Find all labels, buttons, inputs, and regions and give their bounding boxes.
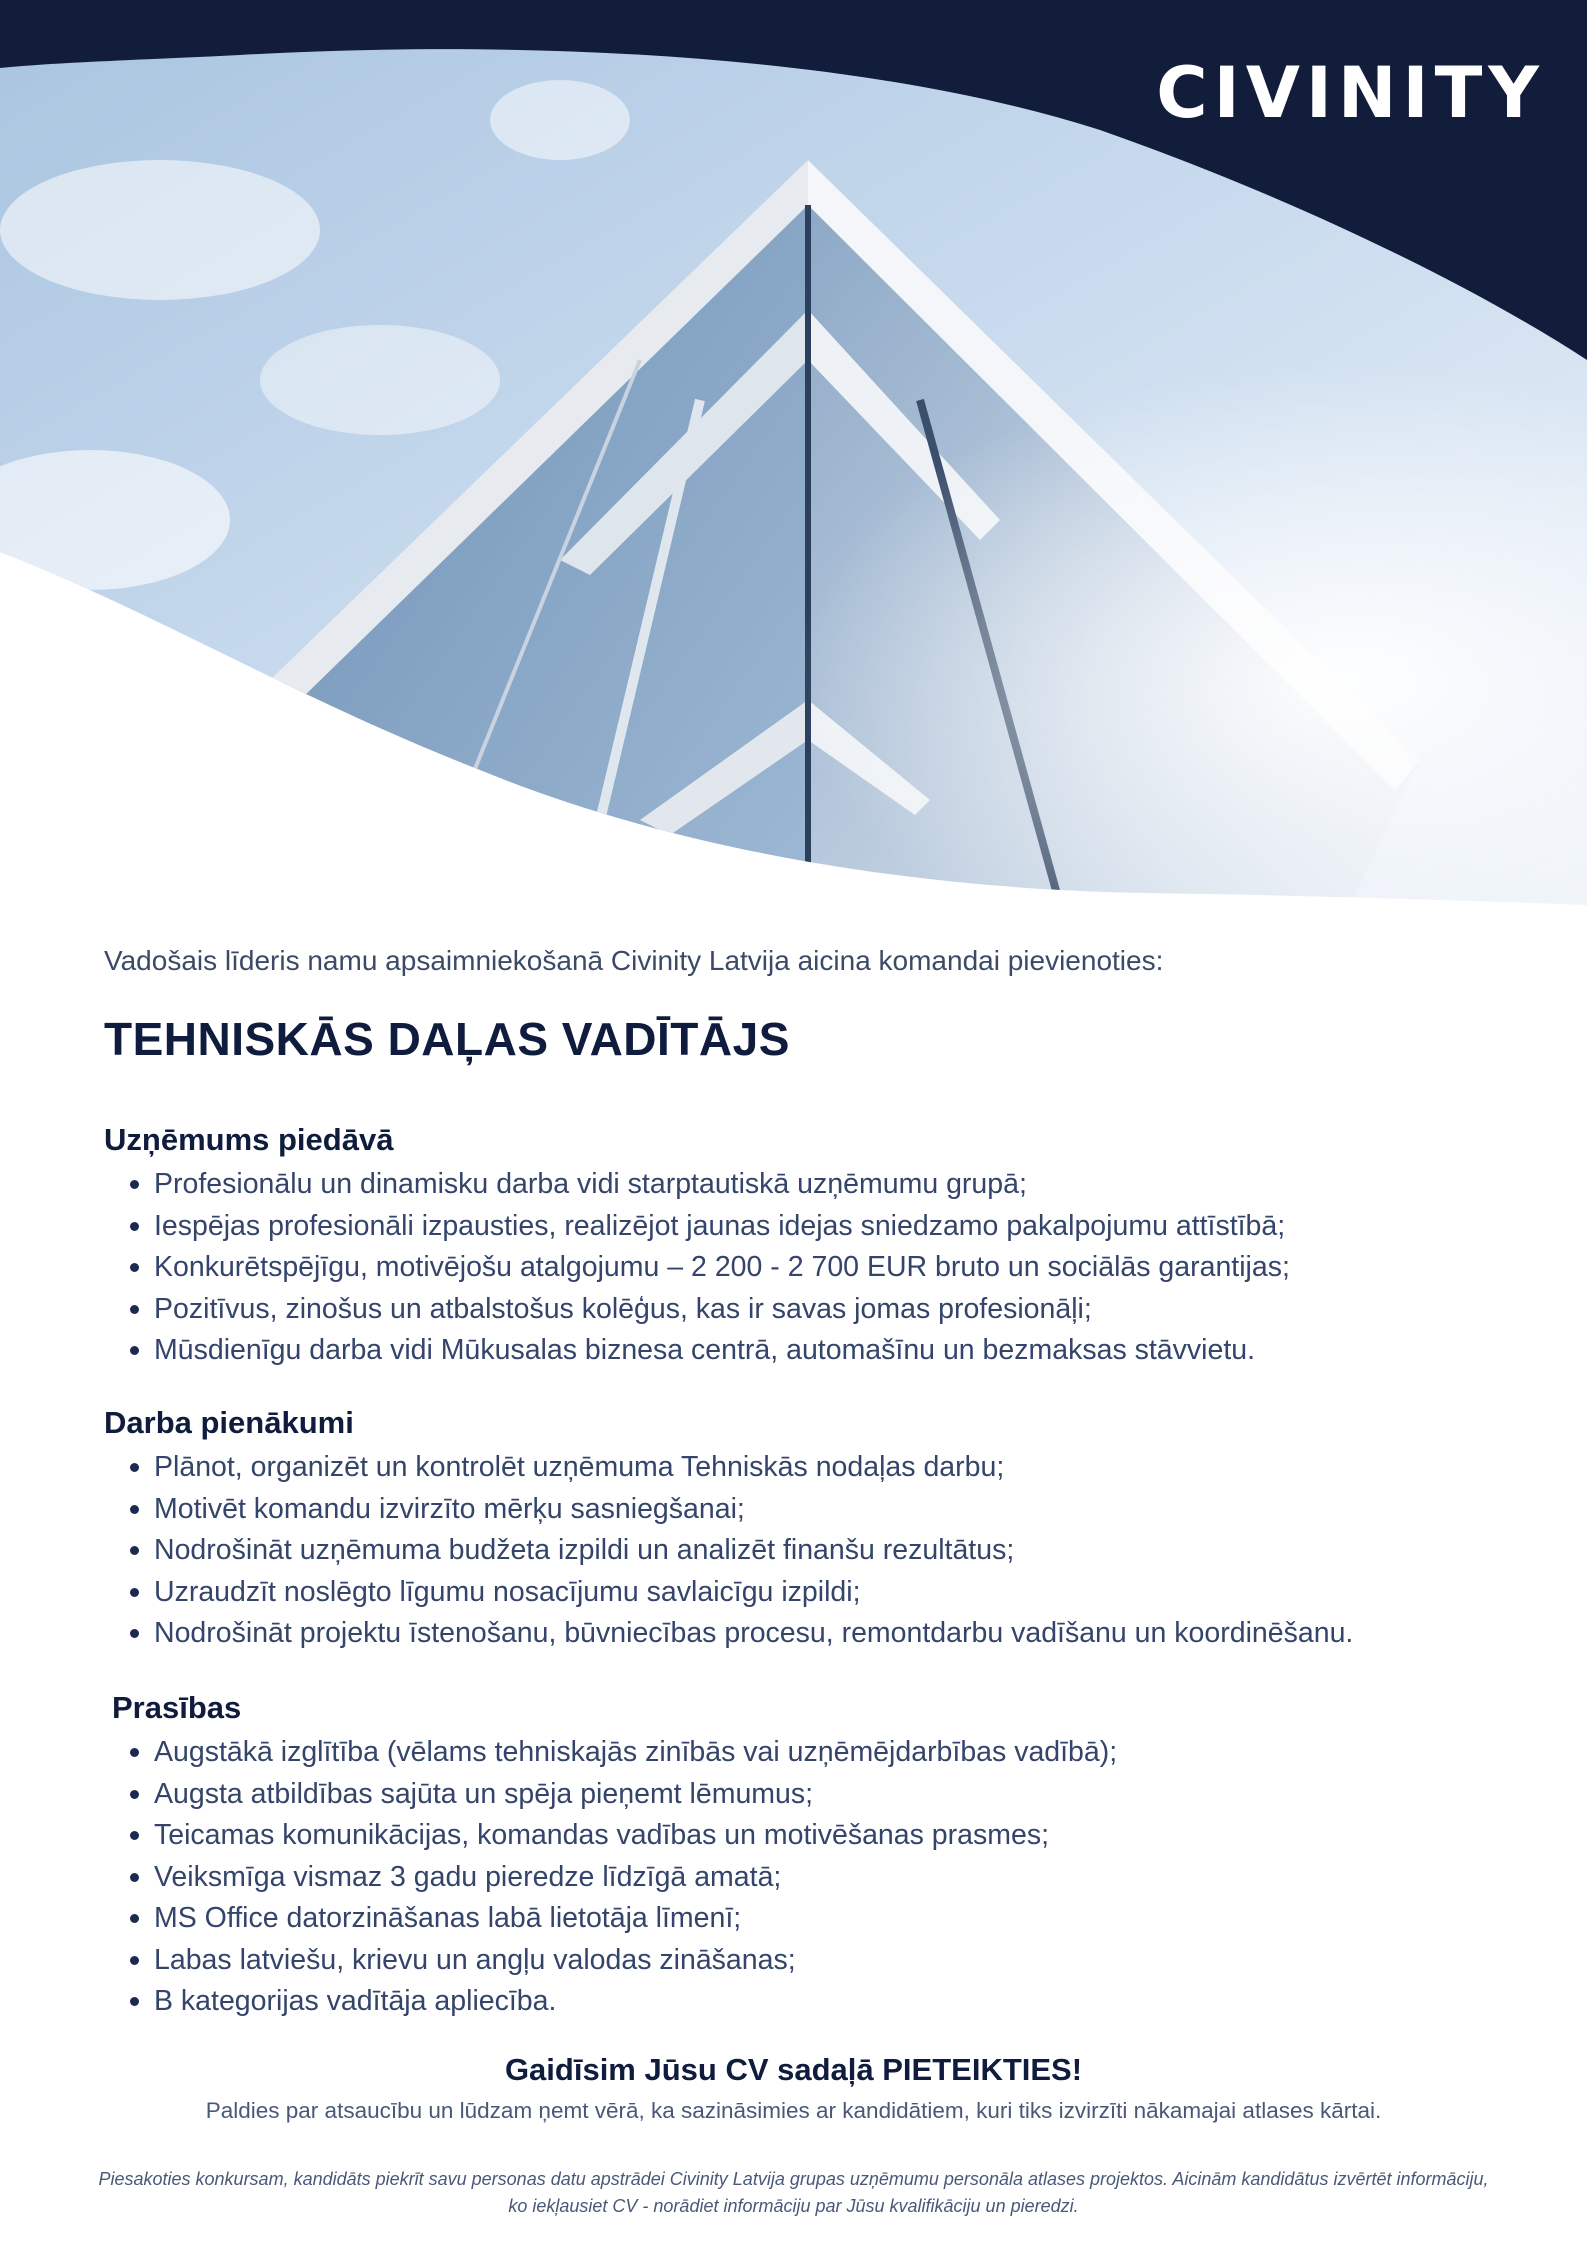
offer-section (104, 1122, 1524, 1372)
list-item: Nodrošināt projektu īstenošanu, būvniecības procesu, remontdarbu vadīšanu un koordinēšanu. (154, 1613, 1524, 1655)
header-building-photo (0, 0, 1587, 905)
list-item: Augsta atbildības sajūta un spēja pieņemt lēmumus; (154, 1774, 1524, 1816)
list-item: Veiksmīga vismaz 3 gadu pieredze līdzīgā amatā; (154, 1857, 1524, 1899)
intro-text: Vadošais līderis namu apsaimniekošanā Civinity Latvija aicina komandai pievienoties: (104, 945, 1164, 976)
list-item: Konkurētspējīgu, motivējošu atalgojumu – 2 200 - 2 700 EUR bruto un sociālās garantijas; (154, 1247, 1524, 1289)
job-title: TEHNISKĀS DAĻAS VADĪTĀJS (104, 1013, 790, 1065)
thanks-note: Paldies par atsaucību un lūdzam ņemt vērā, ka sazināsimies ar kandidātiem, kuri tiks izvirzīti nākamajai atlases kārtai. (205, 2098, 1382, 2123)
apply-call-to-action: Gaidīsim Jūsu CV sadaļā PIETEIKTIES! (504, 2052, 1083, 2087)
offer-heading: Uzņēmums piedāvā (104, 1122, 394, 1157)
requirements-heading: Prasības (112, 1690, 242, 1725)
requirements-section (104, 1690, 1524, 2023)
list-item: Labas latviešu, krievu un angļu valodas zināšanas; (154, 1940, 1524, 1982)
list-item: Mūsdienīgu darba vidi Mūkusalas biznesa centrā, automašīnu un bezmaksas stāvvietu. (154, 1330, 1524, 1372)
privacy-disclaimer: Piesakoties konkursam, kandidāts piekrīt savu personas datu apstrādei Civinity Latvija grupas uzņēmumu personāla atlases projektos. Aicinām kandidātus izvērtēt informāciju, ko iekļausiet CV - norādiet informāciju par Jūsu kvalifikāciju un pieredzi. (98, 2169, 1489, 2216)
list-item: Nodrošināt uzņēmuma budžeta izpildi un analizēt finanšu rezultātus; (154, 1530, 1524, 1572)
list-item: Plānot, organizēt un kontrolēt uzņēmuma Tehniskās nodaļas darbu; (154, 1447, 1524, 1489)
list-item: Augstākā izglītība (vēlams tehniskajās zinībās vai uzņēmējdarbības vadībā); (154, 1732, 1524, 1774)
list-item: Profesionālu un dinamisku darba vidi starptautiskā uzņēmumu grupā; (154, 1164, 1524, 1206)
list-item: Motivēt komandu izvirzīto mērķu sasniegšanai; (154, 1489, 1524, 1531)
list-item: Uzraudzīt noslēgto līgumu nosacījumu savlaicīgu izpildi; (154, 1572, 1524, 1614)
duties-list (104, 1447, 1524, 1655)
list-item: Iespējas profesionāli izpausties, realizējot jaunas idejas sniedzamo pakalpojumu attīstībā; (154, 1206, 1524, 1248)
offer-list (104, 1164, 1524, 1372)
list-item: Teicamas komunikācijas, komandas vadības un motivēšanas prasmes; (154, 1815, 1524, 1857)
list-item: Pozitīvus, zinošus un atbalstošus kolēģus, kas ir savas jomas profesionāļi; (154, 1289, 1524, 1331)
list-item: B kategorijas vadītāja apliecība. (154, 1981, 1524, 2023)
duties-section (104, 1405, 1524, 1655)
civinity-logo: CIVINITY (1156, 52, 1545, 134)
requirements-list (104, 1732, 1524, 2023)
duties-heading: Darba pienākumi (104, 1405, 354, 1440)
list-item: MS Office datorzināšanas labā lietotāja līmenī; (154, 1898, 1524, 1940)
